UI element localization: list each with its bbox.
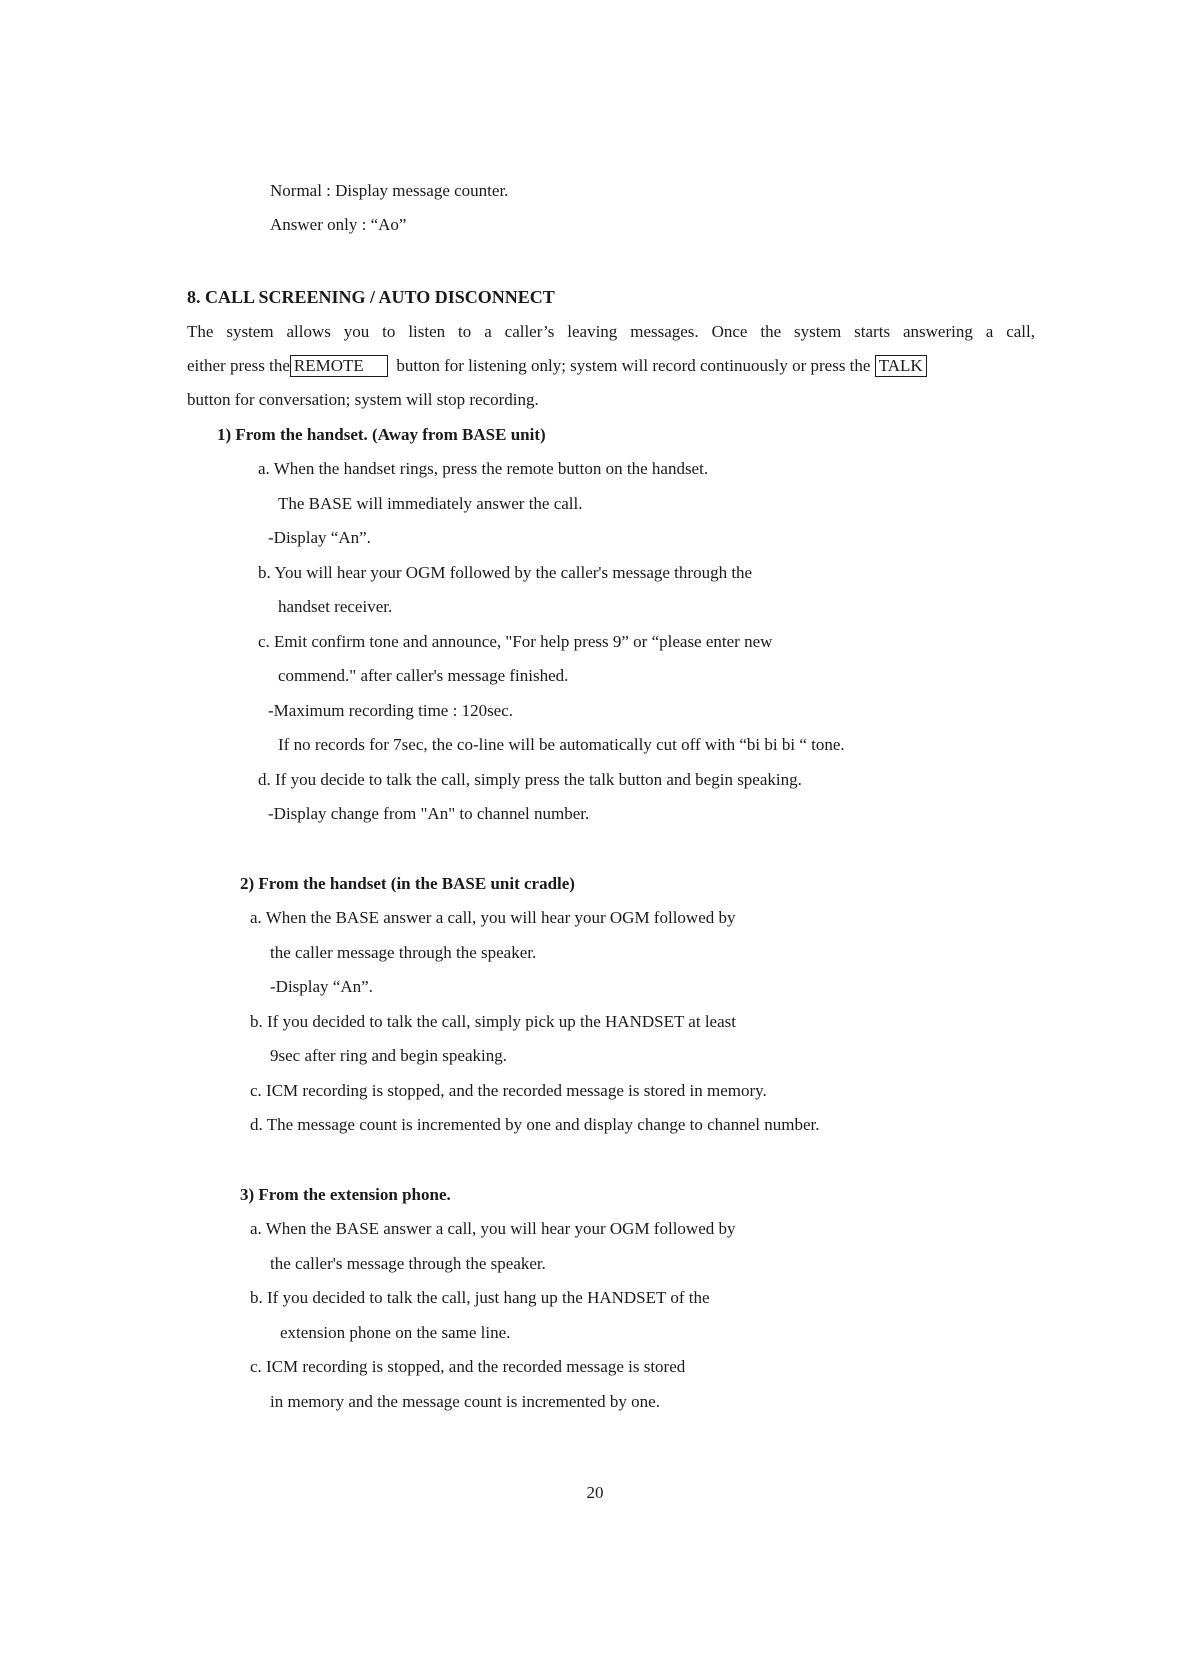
sub1-d-line1: d. If you decide to talk the call, simply press the talk button and begin speaking. [258, 770, 802, 789]
page-number: 20 [586, 1483, 604, 1502]
sub3-a-line1: a. When the BASE answer a call, you will hear your OGM followed by [250, 1219, 736, 1238]
remote-button-label: REMOTE [290, 355, 388, 377]
sub1-b-line2: handset receiver. [278, 597, 393, 616]
intro-line-2-pre: either press the [187, 356, 290, 375]
display-mode-answer-only: Answer only : “Ao” [270, 215, 407, 234]
sub1-c-line2: commend." after caller's message finished. [278, 666, 569, 685]
intro-line-2-mid: button for listening only; system will record continuously or press the [396, 356, 871, 375]
sub1-d-display: -Display change from "An" to channel number. [268, 804, 590, 823]
sub1-c-max-time: -Maximum recording time : 120sec. [268, 701, 514, 720]
talk-button-label: TALK [875, 355, 927, 377]
sub2-heading: 2) From the handset (in the BASE unit cradle) [240, 874, 575, 893]
sub2-d-line1: d. The message count is incremented by one and display change to channel number. [250, 1115, 820, 1134]
sub1-a-display: -Display “An”. [268, 528, 371, 547]
sub2-b-line1: b. If you decided to talk the call, simply pick up the HANDSET at least [250, 1012, 736, 1031]
sub1-c-cutoff: If no records for 7sec, the co-line will be automatically cut off with “bi bi bi “ tone. [278, 735, 845, 754]
intro-line-1: The system allows you to listen to a caller’s leaving messages. Once the system starts answering a call, [187, 322, 1035, 341]
sub1-a-line2: The BASE will immediately answer the call. [278, 494, 583, 513]
display-mode-normal: Normal : Display message counter. [270, 181, 509, 200]
sub1-a-line1: a. When the handset rings, press the remote button on the handset. [258, 459, 709, 478]
sub3-c-line1: c. ICM recording is stopped, and the recorded message is stored [250, 1357, 686, 1376]
sub1-heading: 1) From the handset. (Away from BASE unit) [217, 425, 546, 444]
sub3-a-line2: the caller's message through the speaker. [270, 1254, 546, 1273]
sub3-c-line2: in memory and the message count is incremented by one. [270, 1392, 660, 1411]
sub2-a-line1: a. When the BASE answer a call, you will hear your OGM followed by [250, 908, 736, 927]
sub2-a-line2: the caller message through the speaker. [270, 943, 537, 962]
sub1-c-line1: c. Emit confirm tone and announce, "For help press 9” or “please enter new [258, 632, 773, 651]
intro-line-2 [187, 355, 927, 377]
sub2-c-line1: c. ICM recording is stopped, and the recorded message is stored in memory. [250, 1081, 767, 1100]
sub3-b-line1: b. If you decided to talk the call, just hang up the HANDSET of the [250, 1288, 710, 1307]
intro-line-3: button for conversation; system will stop recording. [187, 390, 539, 409]
sub2-b-line2: 9sec after ring and begin speaking. [270, 1046, 507, 1065]
sub2-a-display: -Display “An”. [270, 977, 373, 996]
section-title: 8. CALL SCREENING / AUTO DISCONNECT [187, 287, 555, 307]
sub3-b-line2: extension phone on the same line. [280, 1323, 511, 1342]
sub1-b-line1: b. You will hear your OGM followed by the caller's message through the [258, 563, 753, 582]
sub3-heading: 3) From the extension phone. [240, 1185, 451, 1204]
